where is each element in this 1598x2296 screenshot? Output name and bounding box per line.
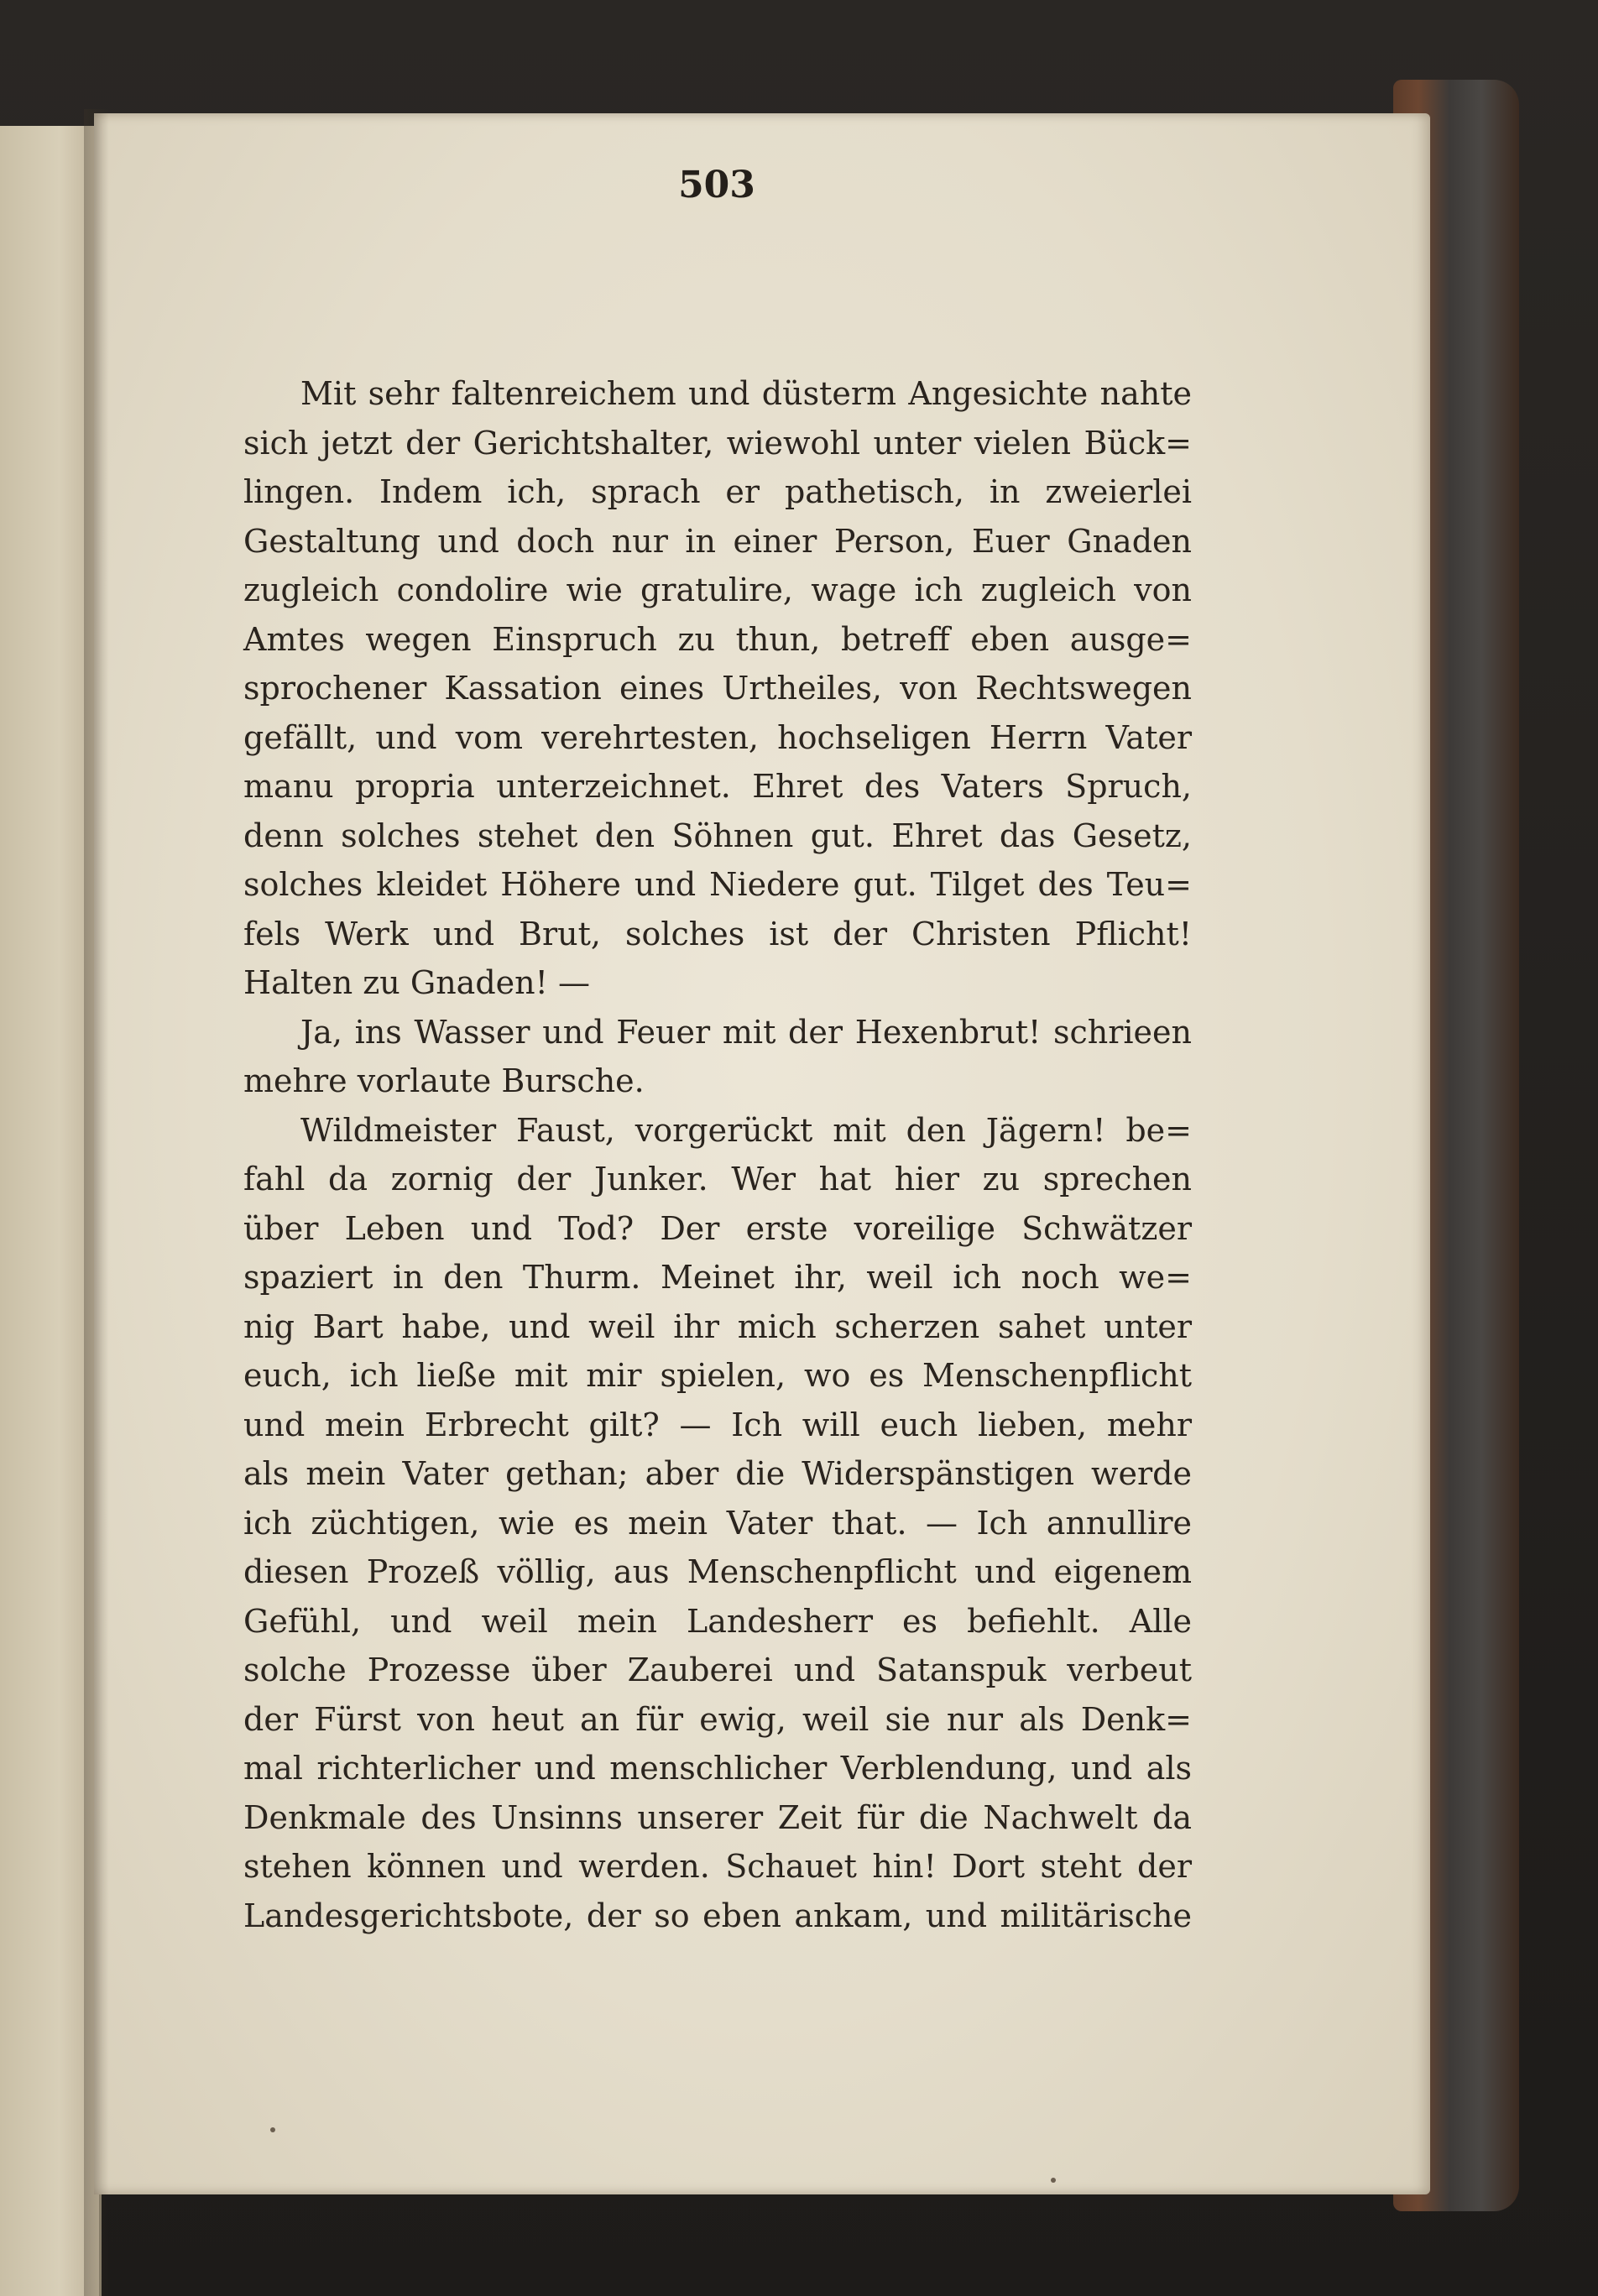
text-line: mal richterlicher und menschlicher Verblendung, und als (243, 1750, 1192, 1787)
text-line: Wildmeister Faust, vorgerückt mit den Jägern! be= (300, 1111, 1192, 1149)
paper-speck (1051, 2178, 1056, 2183)
text-line: spaziert in den Thurm. Meinet ihr, weil ich noch we= (243, 1259, 1192, 1296)
page-number: 503 (678, 164, 755, 206)
text-line: Mit sehr faltenreichem und düsterm Angesichte nahte (300, 375, 1192, 412)
text-line: Landesgerichtsbote, der so eben ankam, und militärische (243, 1897, 1192, 1934)
body-text (243, 369, 1192, 1940)
text-line: Halten zu Gnaden! — (243, 964, 590, 1001)
text-line: gefällt, und vom verehrtesten, hochseligen Herrn Vater (243, 718, 1192, 756)
text-line: fels Werk und Brut, solches ist der Christen Pflicht! (243, 915, 1192, 952)
text-line: Amtes wegen Einspruch zu thun, betreff eben ausge= (243, 620, 1192, 658)
text-line: euch, ich ließe mit mir spielen, wo es Menschenpflicht (243, 1357, 1192, 1394)
text-line: nig Bart habe, und weil ihr mich scherzen sahet unter (243, 1307, 1192, 1345)
text-line: Gefühl, und weil mein Landesherr es befiehlt. Alle (243, 1602, 1192, 1640)
text-line: fahl da zornig der Junker. Wer hat hier zu sprechen (243, 1161, 1192, 1198)
text-line: lingen. Indem ich, sprach er pathetisch, in zweierlei (243, 473, 1192, 510)
text-line: zugleich condolire wie gratulire, wage ich zugleich von (243, 571, 1192, 608)
text-line: und mein Erbrecht gilt? — Ich will euch lieben, mehr (243, 1406, 1192, 1443)
text-line: sich jetzt der Gerichtshalter, wiewohl unter vielen Bück= (243, 424, 1192, 462)
text-line: ich züchtigen, wie es mein Vater that. — Ich annullire (243, 1504, 1192, 1542)
text-line: sprochener Kassation eines Urtheiles, von Rechtswegen (243, 670, 1192, 707)
text-line: solches kleidet Höhere und Niedere gut. Tilget des Teu= (243, 866, 1192, 903)
text-line: mehre vorlaute Bursche. (243, 1062, 645, 1099)
text-line: Ja, ins Wasser und Feuer mit der Hexenbrut! schrieen (300, 1013, 1192, 1051)
text-line: der Fürst von heut an für ewig, weil sie nur als Denk= (243, 1700, 1192, 1738)
text-line: manu propria unterzeichnet. Ehret des Vaters Spruch, (243, 768, 1192, 805)
text-line: als mein Vater gethan; aber die Widerspänstigen werde (243, 1455, 1192, 1492)
text-line: über Leben und Tod? Der erste voreilige Schwätzer (243, 1209, 1192, 1247)
text-line: Gestaltung und doch nur in einer Person, Euer Gnaden (243, 522, 1192, 560)
paper-speck (270, 2127, 275, 2132)
text-line: solche Prozesse über Zauberei und Satanspuk verbeut (243, 1652, 1192, 1688)
text-line: denn solches stehet den Söhnen gut. Ehret das Gesetz, (243, 817, 1192, 854)
text-line: diesen Prozeß völlig, aus Menschenpflicht und eigenem (243, 1553, 1192, 1590)
text-line: Denkmale des Unsinns unserer Zeit für die Nachwelt da (243, 1798, 1192, 1836)
gutter-shadow (84, 109, 109, 2296)
text-line: stehen können und werden. Schauet hin! Dort steht der (243, 1848, 1192, 1885)
